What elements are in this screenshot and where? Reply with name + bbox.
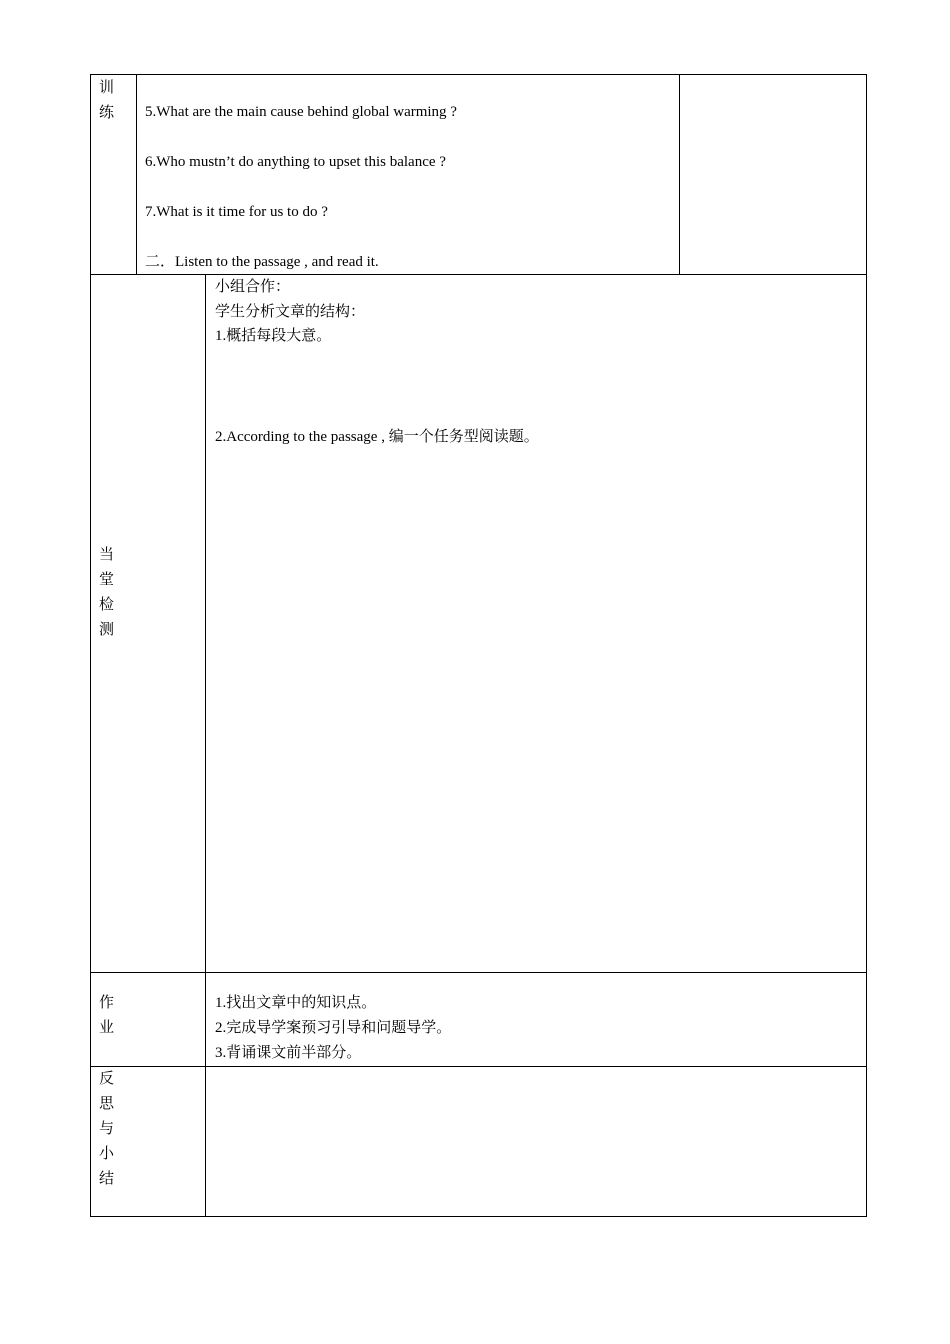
training-label xyxy=(99,76,119,126)
column-divider xyxy=(136,74,137,274)
check-label-char: 当 xyxy=(99,547,115,563)
group-work-heading: 小组合作： xyxy=(215,279,291,295)
homework-label-char: 业 xyxy=(99,1020,115,1036)
homework-item: 1.找出文章中的知识点。 xyxy=(215,995,377,1011)
check-label-char: 测 xyxy=(99,622,115,638)
reflection-label xyxy=(99,1067,119,1192)
homework-label xyxy=(99,991,119,1041)
summary-task: 1.概括每段大意。 xyxy=(215,328,332,344)
homework-label-char: 作 xyxy=(99,995,115,1011)
listen-instruction: 二．Listen to the passage , and read it. xyxy=(145,254,379,270)
check-label-char: 堂 xyxy=(99,572,115,588)
reflection-label-char: 小 xyxy=(99,1146,115,1162)
reading-task: 2.According to the passage , 编一个任务型阅读题。 xyxy=(215,429,539,445)
row-divider xyxy=(90,972,867,973)
reflection-label-char: 与 xyxy=(99,1121,115,1137)
row-divider xyxy=(90,1066,867,1067)
training-label-char: 训 xyxy=(99,80,115,96)
column-divider xyxy=(679,74,680,274)
check-label-char: 检 xyxy=(99,597,115,613)
homework-item: 3.背诵课文前半部分。 xyxy=(215,1045,362,1061)
question-6: 6.Who mustn’t do anything to upset this balance ? xyxy=(145,154,446,170)
column-divider xyxy=(205,274,206,1217)
homework-item: 2.完成导学案预习引导和问题导学。 xyxy=(215,1020,452,1036)
training-label-char: 练 xyxy=(99,105,115,121)
question-5: 5.What are the main cause behind global warming ? xyxy=(145,104,457,120)
reflection-label-char: 结 xyxy=(99,1171,115,1187)
worksheet-table xyxy=(90,74,867,1217)
check-label xyxy=(99,543,119,643)
reflection-label-char: 思 xyxy=(99,1096,115,1112)
reflection-label-char: 反 xyxy=(99,1071,115,1087)
row-divider xyxy=(90,274,867,275)
structure-analysis-line: 学生分析文章的结构： xyxy=(215,304,366,320)
question-7: 7.What is it time for us to do ? xyxy=(145,204,328,220)
